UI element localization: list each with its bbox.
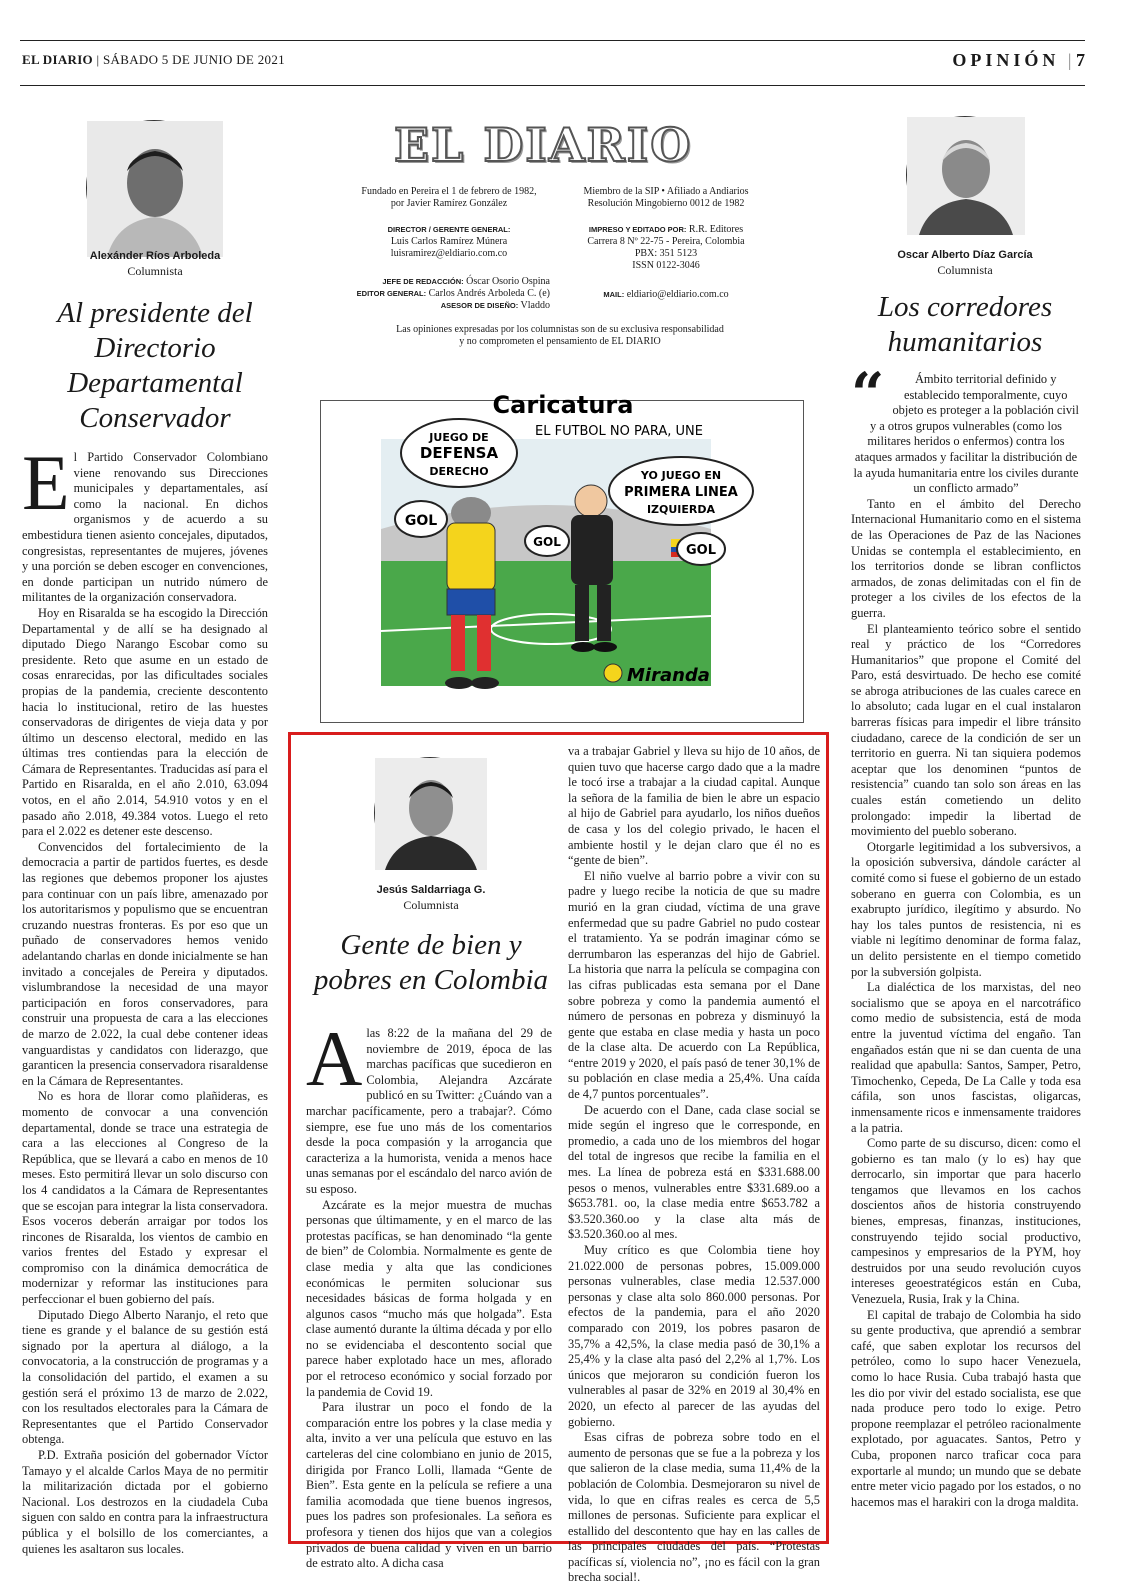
info-label: ASESOR DE DISEÑO: — [440, 301, 519, 310]
gol-text: GOL — [533, 535, 561, 549]
paragraph: Muy crítico es que Colombia tiene hoy 21.022.000 de personas pobres, 15.009.000 personas vulnerables, clase media 12.537.000 personas y clase alta solo 860.000 personas. Por efectos de la pandemia, para el año 2020 comparado con 2019, los pobres pasaron de 35,7% a 42,5%, la clase media pasó de 30,1% a 25,4% y la clase alta pasó del 2,2% al 1,7%. Los únicos que mejoraron su condición fueron los vulnerables al pasar de 32% en 2019 al 30,4% en 2020, un efecto al parecer de las ayudas del gobierno. — [568, 1243, 820, 1429]
gol-text: GOL — [404, 513, 438, 529]
director-info — [338, 224, 560, 260]
paragraph: Como parte de su discurso, dicen: como el gobierno es tan malo (y lo es) hay que derrocarlo, sin importar que para hacerlo tengamos que llevamos en los cachos doscientos años de historia construyendo bienes, empresas, finanzas, instituciones, construyendo tejido social productivo, campesinos y empresarios de la PYM, hoy destruidos por una seudo revolución cuyos intereses geoestratégicos están en Cuba, Venezuela, Rusia, Irak y la China. — [851, 1136, 1081, 1307]
cartoon-subtitle: EL FUTBOL NO PARA, UNE — [535, 424, 703, 439]
article-body-center-2 — [568, 744, 820, 1586]
bubble-text: JUEGO DE — [429, 431, 489, 444]
title-line: humanitarios — [887, 326, 1043, 358]
bubble-text: DERECHO — [429, 465, 489, 478]
mail-info — [560, 289, 772, 301]
columnist-photo-center — [374, 757, 486, 869]
paper-name: EL DIARIO — [22, 52, 93, 67]
info-line: Las opiniones expresadas por los columnistas son de su exclusiva responsabilidad — [396, 324, 724, 335]
paragraph: Hoy en Risaralda se ha escogido la Dirección Departamental y de allí se ha designado al diputado Diego Narango Escobar como su presidente. Reto que asume en un estado de cosas enrarecidas, por las dificultades sociales propias de la pandemia, creciente descontento hacia lo institucional, retiro de las huestes conservadoras de dirigentes de vieja data y por último un descenso electoral, medido en las últimas tres contiendas para la elección de Cámara de Representantes. Traducidas así para el Partido en Risaralda, en el año 2.010, 63.094 votos, en el año 2.014, 54.910 votos y en el pasado año 2.018, 49.384 votos. Luego el reto para el 2.022 es detener este descenso. — [22, 605, 268, 839]
title-line: Conservador — [79, 402, 231, 434]
portrait-icon — [87, 121, 223, 257]
paragraph: Otorgarle legitimidad a los subversivos, a la oposición subversiva, dándole carácter al comité como si fuese el gobierno de un estado soberano en guerra con Colombia, es un exabrupto jurídico, ilegítimo y absurdo. No hay los tales puntos de resistencia, ni es viable ni legítimo denominar de forma falaz, un delito persistente en el tiempo cometido por la subversión golpista. — [851, 839, 1081, 979]
paragraph: P.D. Extraña posición del gobernador Víctor Tamayo y el alcalde Carlos Maya de no permitir la militarización dictada por el gobierno Nacional. Los destrozos en la ciudadela Cuba siguen con saldo en contra para la infraestructura pública y el bolsillo de los comerciantes, a quienes les asaltaron sus locales. — [22, 1448, 268, 1556]
paragraph: Convencidos del fortalecimiento de la democracia a partir de partidos fuertes, es desde las regiones que debemos proponer los ajustes para continuar con un país libre, amenazado por los autoritarismos y populismo que se encuentran cruzando nuestras fronteras. Es por eso que un puñado de conservadores hemos venido adelantando charlas en donde inicialmente se han invitado a concejales de Pereira y diputados. vislumbrandose la necesidad de una mayor participación en foros conservadores, para construir una propuesta de cara a las elecciones de marzo de 2.022, la cual debe contener ideas vanguardistas y candidatos con liderazgo, que garanticen la presencia conservadora risaraldense en la Cámara de Representantes. — [22, 839, 268, 1088]
paragraph: Para ilustrar un poco el fondo de la comparación entre los pobres y la clase media y alta, invito a ver una película que estuvo en las carteleras del cine colombiano en junio de 2015, dirigida por Franco Lolli, llamada “Gente de Bien”. Esta gente en la película se refiere a una familia acomodada que tiene buenos ingresos, pues los padres son profesionales. La señora es profesora y tienen dos hijos que van a colegios privados de buena calidad y viven en un barrio de estrato alto. A dicha casa — [306, 1400, 552, 1571]
drop-cap: A — [306, 1015, 363, 1102]
info-label: EDITOR GENERAL: — [356, 289, 427, 298]
author-name-center: Jesús Saldarriaga G. — [376, 884, 486, 896]
article-body-left — [22, 439, 268, 1557]
info-line: Miembro de la SIP • Afiliado a Andiarios — [583, 186, 749, 197]
header-rule — [20, 85, 1085, 86]
paragraph: Esas cifras de pobreza sobre todo en el aumento de personas que se fue a la pobreza y los que salieron de la clase media, suma 11,4% de la población de Colombia. Desmejoraron su nivel de vida, lo que en cifras reales es cerca de 5,5 millones de personas. Suficiente para explicar el estallido del descontento que hay en las calles de las principales ciudades del país. “Protestas pacíficas sí, violencia no”, ¡no es fácil con la gran brecha social!. — [568, 1430, 820, 1585]
info-label: MAIL: — [603, 290, 625, 299]
info-line: Resolución Mingobierno 0012 de 1982 — [587, 198, 745, 209]
columnist-photo-left — [86, 120, 222, 256]
article-body-center-1 — [306, 1015, 552, 1572]
paragraph: De acuerdo con el Dane, cada clase social se mide según el ingreso que le corresponde, en promedio, a cada uno de los miembros del hogar del total de ingresos que recibe la familia en el mes. La línea de pobreza está en $331.688.00 pesos o menos, vulnerables entre $331.689.oo a $653.781. oo, la clase media entre $653.782 a $3.520.360.oo y la clase alta más de $3.520.360.oo al mes. — [568, 1102, 820, 1242]
drop-cap: E — [22, 439, 70, 526]
title-line: Al presidente del — [57, 297, 253, 329]
section-name: OPINIÓN — [952, 50, 1060, 70]
page-number: 7 — [1076, 50, 1085, 70]
title-line: Directorio — [94, 332, 216, 364]
paragraph: El niño vuelve al barrio pobre a vivir con su padre y luego recibe la noticia de que su madre murió en la gran ciudad, víctima de una grave enfermedad que su padre Gabriel no pudo costear el tratamiento. Ya se podrán imaginar cómo se derrumbaron las esperanzas del hijo de Gabriel. La historia que narra la película se compagina con las cifras publicadas esta semana por el Dane sobre pobreza y como la pandemia aumentó el número de personas en pobreza y disminuyó la gente que estaba en clase media y hasta un poco de la clase alta. De acuerdo con La República, “entre 2019 y 2020, el país pasó de tener 30,1% de su población en clase media a 25,4%. Una caída de 4,7 puntos porcentuales”. — [568, 868, 820, 1102]
cartoonist-signature: Miranda — [627, 665, 710, 686]
info-line: Óscar Osorio Ospina — [466, 276, 550, 287]
issue-date: SÁBADO 5 DE JUNIO DE 2021 — [103, 52, 285, 67]
bubble-text: YO JUEGO EN — [640, 469, 722, 482]
author-role-right: Columnista — [937, 263, 993, 277]
info-line: R.R. Editores — [688, 224, 744, 235]
info-line: por Javier Ramírez González — [390, 198, 508, 209]
paragraph: Diputado Diego Alberto Naranjo, el reto que tiene es grande y el balance de su gestión está signado por la apertura al diálogo, a la convocatoria, a la construcción de programas y a la consolidación del partido, el examen a su gestión será el próximo 13 de marzo de 2.022, con los resultados electorales para la Cámara de Representantes que el Partido Conservador obtenga. — [22, 1307, 268, 1447]
info-line: Carlos Andrés Arboleda C. (e) — [428, 288, 550, 299]
author-role-center: Columnista — [403, 898, 459, 912]
info-label: IMPRESO Y EDITADO POR: — [588, 225, 687, 234]
paragraph: La dialéctica de los marxistas, del neo socialismo que se apoya en el narcotráfico como medio de subsistencia, está de moda entre la juventud víctima del engaño. Tan engañados están que ni se dan cuenta de una realidad que apabulla: Santos, Samper, Petro, Timochenko, Cepeda, De La Calle y toda esa cáfila, son unos fascistas, oligarcas, inmensamente ricos e inmensamente traidores a la patria. — [851, 980, 1081, 1135]
title-line: Los corredores — [877, 291, 1053, 323]
article-title-left — [30, 296, 280, 436]
pull-quote: “ Ámbito territorial definido y establecido temporalmente, cuyo objeto es proteger a la población civil y a otros grupos vulnerables (como los militares heridos o enfermos) contra los ataques armados y facilitar la distribución de la ayuda humanitaria entre los civiles durante un conflicto armado” — [851, 360, 1079, 496]
info-line: ISSN 0122-3046 — [632, 260, 700, 271]
info-line: PBX: 351 5123 — [634, 248, 698, 259]
paragraph: Azcárate es la mejor muestra de muchas personas que últimamente, y en el marco de las protestas pacíficas, se han denominado “la gente de bien” de Colombia. Normalmente es gente de clase media y alta que las condiciones económicas le permiten solucionar sus necesidades básicas de forma holgada y en algunos casos “mucho más que holgada”. Esta clase aumentó durante la última década y por ello no se evidenciaba el descontento social que parece haber explotado hace un mes, aflorado por el retroceso económico y social forzado por la pandemia de Covid 19. — [306, 1197, 552, 1399]
masthead-logo: EL DIARIO — [394, 118, 693, 172]
header-left — [22, 52, 285, 68]
title-line: pobres en Colombia — [313, 964, 549, 996]
paragraph: Alas 8:22 de la mañana del 29 de noviembre de 2019, época de las marchas pacíficas que sucedieron en Colombia, Alejandra Azcárate publicó en su Twitter: ¿Cuándo van a marchar pacíficamente, pero a trabajar?. Cómo siempre, ese fue uno más de los comentarios desde la poca compasión y la arrogancia que caracteriza a la humorista, venida a menos hace unas semanas por el escándalo del narco avión de su esposo. — [306, 1015, 552, 1196]
title-line: Gente de bien y — [340, 929, 522, 961]
article-title-center — [300, 928, 562, 998]
disclaimer — [330, 324, 790, 348]
info-label: DIRECTOR / GERENTE GENERAL: — [387, 225, 511, 234]
info-line: Fundado en Pereira el 1 de febrero de 1982, — [361, 186, 537, 197]
article-body-right — [851, 360, 1081, 1510]
info-line: Vladdo — [520, 300, 550, 311]
portrait-icon — [375, 758, 487, 870]
portrait-icon — [907, 117, 1025, 235]
info-line: eldiario@eldiario.com.co — [626, 289, 729, 300]
info-line: luisramirez@eldiario.com.co — [390, 248, 508, 259]
top-rule — [20, 40, 1085, 41]
paragraph: El planteamiento teórico sobre el sentido real y práctico de los “Corredores Humanitarios” que propone el Comité del Paro, está desvirtuado. De hecho ese comité se abroga atribuciones de las cuales carece en lo absoluto; cada lugar en el cual instalaron barreras físicas para impedir el libre tránsito ciudadano, carece de la condición de ser un territorio en guerra. Ni tan siquiera podemos aceptar que los denominen “puntos de resistencia” cuando tan solo son áreas en las cuales están cometiendo un delito prolongado: impedir la libertad de movimiento del pueblo soberano. — [851, 621, 1081, 839]
bubble-text: PRIMERA LINEA — [624, 485, 738, 500]
staff-info — [338, 276, 560, 312]
header-separator: | — [1067, 50, 1076, 70]
bubble-text: DEFENSA — [419, 444, 499, 462]
columnist-photo-right — [906, 116, 1024, 234]
info-line: y no comprometen el pensamiento de EL DIARIO — [459, 336, 661, 347]
bubble-text: IZQUIERDA — [646, 503, 716, 516]
member-info — [560, 186, 772, 210]
paragraph: va a trabajar Gabriel y lleva su hijo de 10 años, de quien tuvo que hacerse cargo dado que a la madre le tocó irse a trabajar a la ciudad capital. Aunque la señora de la familia de bien le abre un espacio al hijo de Gabriel para ayudarlo, los niños dueños de casa y los del colegio privado, le hacen el ambiente hostil y le dejan claro que él no es “gente de bien”. — [568, 744, 820, 868]
cartoon-panel — [320, 391, 804, 723]
printer-info — [560, 224, 772, 272]
header-separator: | — [96, 52, 103, 67]
title-line: Departamental — [67, 367, 243, 399]
paragraph: El capital de trabajo de Colombia ha sido su gente productiva, que aprendió a sembrar café, que saben explotar los recursos del petróleo, como lo supo hacer Venezuela, como lo hace Rusia. Cuba trabajó hasta que les dio por vivir del estado socialista, ese que nada produce pero todo lo exige. Petro propone reemplazar el petróleo racionalmente explotado, por aguacates. Santos, Petro y Cuba, proponen narco traficar coca para exportarle al mundo; un mundo que se debate entre meter vicio pagado por los estados, o no hacemos mas el harakiri con la droga maldita. — [851, 1307, 1081, 1509]
paragraph: Tanto en el ámbito del Derecho Internacional Humanitario como en el sistema de las Operaciones de Paz de las Naciones Unidas se contempla el establecimiento, en los territorios donde se libran conflictos armados, de zonas delimitadas con el fin de proteger a los civiles de los efectos de la guerra. — [851, 496, 1081, 620]
cartoon-illustration — [321, 391, 803, 722]
paragraph: El Partido Conservador Colombiano viene renovando sus Direcciones municipales y departamentales, así como la nacional. En dichos organismos y de acuerdo a su embestidura tienen asiento concejales, diputados, congresistas, representantes de mujeres, jóvenes y una porción se deben escoger en convenciones, en donde participan un nutrido número de militantes de la organización conservadora. — [22, 439, 268, 605]
author-role-left: Columnista — [127, 264, 183, 278]
info-line: Carrera 8 Nº 22-75 - Pereira, Colombia — [587, 236, 745, 247]
founded-info — [338, 186, 560, 210]
cartoon-heading: Caricatura — [492, 391, 634, 419]
info-label: JEFE DE REDACCIÓN: — [382, 277, 464, 286]
gol-text: GOL — [685, 543, 717, 558]
header-right — [952, 50, 1085, 71]
article-title-right — [850, 290, 1080, 360]
author-name-right: Oscar Alberto Díaz García — [897, 249, 1033, 261]
paragraph: No es hora de llorar como plañideras, es momento de convocar a una convención departamental, donde se trace una estrategia de cara a las elecciones al Congreso de la República, que se llevará a cabo en menos de 10 meses. Esto permitirá llevar un solo discurso con los 4 candidatos a la Cámara de Representantes que se escojan para integrar la lista conservadora. Esos voceros deberán arraigar por todos los rincones de Risaralda, los vientos de cambio en varios frentes del Estado y expresar el compromiso con la dinámica democrática de modernizar y reformar las instituciones para perfeccionar el buen gobierno del país. — [22, 1089, 268, 1307]
quote-mark-icon: “ — [851, 360, 885, 428]
info-line: Luis Carlos Ramírez Múnera — [390, 236, 508, 247]
author-name-left: Alexánder Ríos Arboleda — [89, 250, 221, 262]
